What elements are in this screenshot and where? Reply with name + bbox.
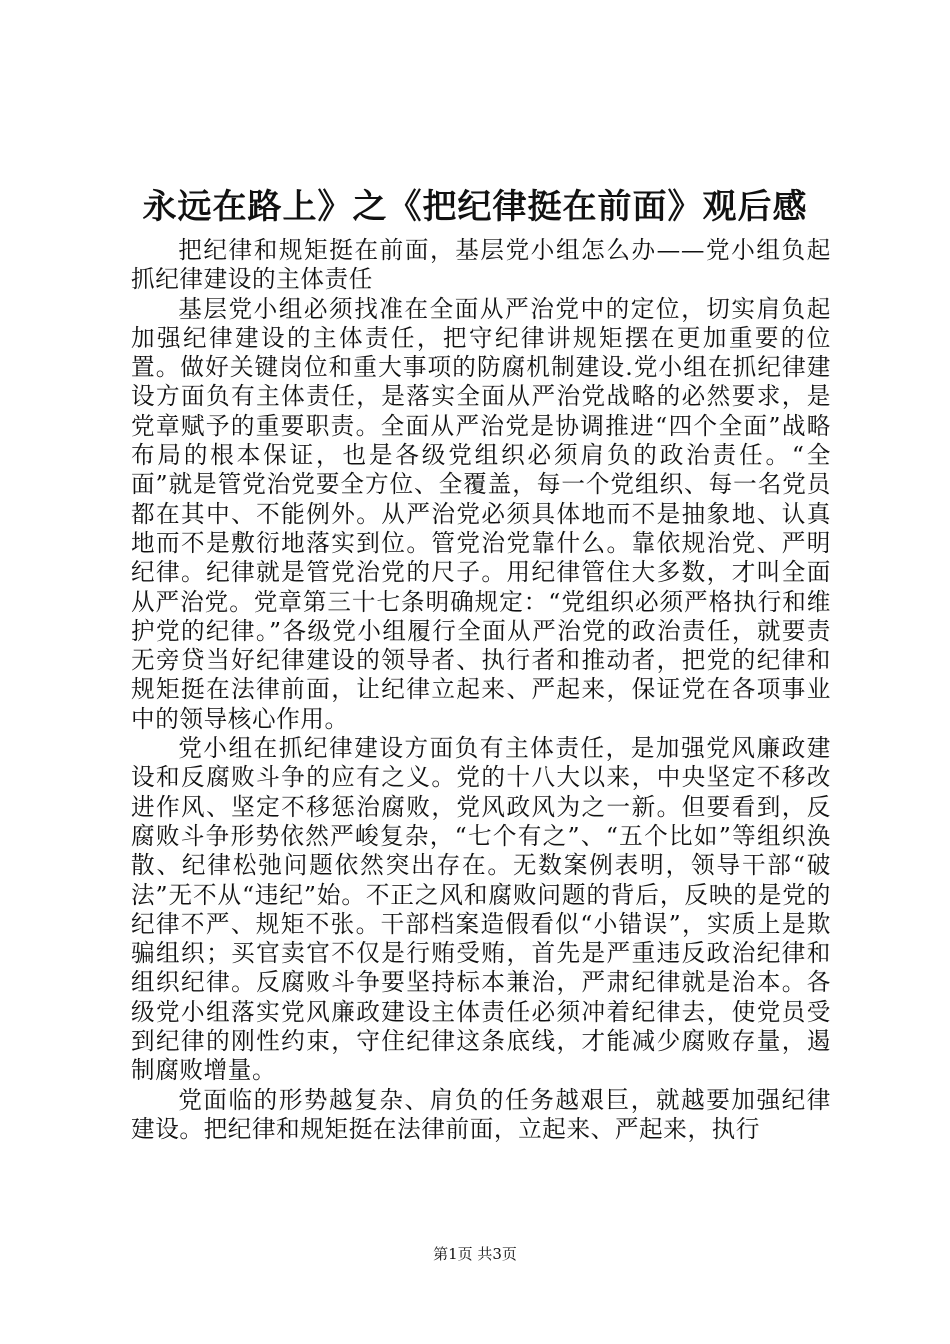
paragraph: 党面临的形势越复杂、肩负的任务越艰巨，就越要加强纪律建设。把纪律和规矩挺在法律前面，立起来、严起来，执行 <box>131 1085 831 1143</box>
paragraph: 基层党小组必须找准在全面从严治党中的定位，切实肩负起加强纪律建设的主体责任，把守纪律讲规矩摆在更加重要的位置。做好关键岗位和重大事项的防腐机制建设.党小组在抓纪律建设方面负有主体责任，是落实全面从严治党战略的必然要求，是党章赋予的重要职责。全面从严治党是协调推进“四个全面”战略布局的根本保证，也是各级党组织必须肩负的政治责任。“全面”就是管党治党要全方位、全覆盖，每一个党组织、每一名党员都在其中、不能例外。从严治党必须具体地而不是抽象地、认真地而不是敷衍地落实到位。管党治党靠什么。靠依规治党、严明纪律。纪律就是管党治党的尺子。用纪律管住大多数，才叫全面从严治党。党章第三十七条明确规定：“党组织必须严格执行和维护党的纪律。”各级党小组履行全面从严治党的政治责任，就要责无旁贷当好纪律建设的领导者、执行者和推动者，把党的纪律和规矩挺在法律前面，让纪律立起来、严起来，保证党在各项事业中的领导核心作用。 <box>131 294 831 733</box>
document-body <box>131 236 831 1144</box>
paragraph-subheading: 把纪律和规矩挺在前面，基层党小组怎么办——党小组负起抓纪律建设的主体责任 <box>131 236 831 294</box>
document-title: 永远在路上》之《把纪律挺在前面》观后感 <box>142 187 808 227</box>
page-footer: 第1页 共3页 <box>433 1245 517 1263</box>
paragraph: 党小组在抓纪律建设方面负有主体责任，是加强党风廉政建设和反腐败斗争的应有之义。党的十八大以来，中央坚定不移改进作风、坚定不移惩治腐败，党风政风为之一新。但要看到，反腐败斗争形势依然严峻复杂，“七个有之”、“五个比如”等组织涣散、纪律松弛问题依然突出存在。无数案例表明，领导干部“破法”无不从“违纪”始。不正之风和腐败问题的背后，反映的是党的纪律不严、规矩不张。干部档案造假看似“小错误”，实质上是欺骗组织；买官卖官不仅是行贿受贿，首先是严重违反政治纪律和组织纪律。反腐败斗争要坚持标本兼治，严肃纪律就是治本。各级党小组落实党风廉政建设主体责任必须冲着纪律去，使党员受到纪律的刚性约束，守住纪律这条底线，才能减少腐败存量，遏制腐败增量。 <box>131 734 831 1085</box>
